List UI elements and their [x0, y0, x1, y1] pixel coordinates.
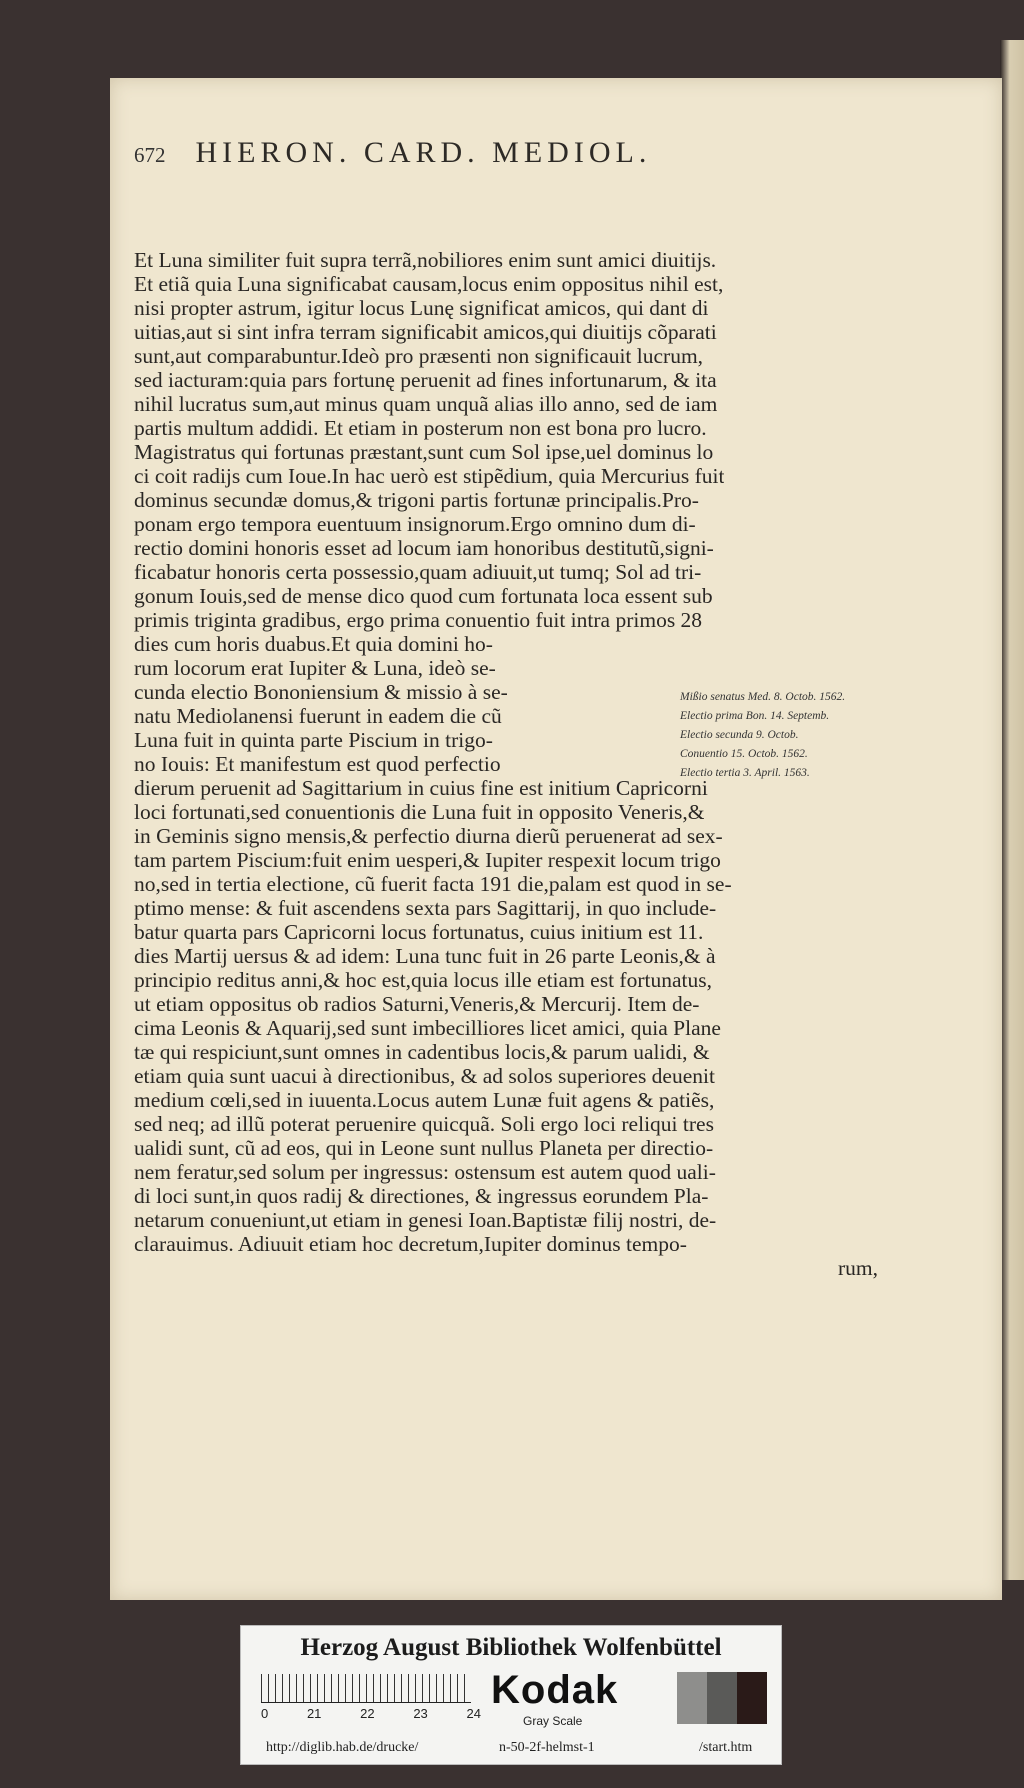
text-line: rum locorum erat Iupiter & Luna, ideò se-	[134, 656, 496, 680]
text-line: natu Mediolanensi fuerunt in eadem die cũ	[134, 704, 502, 728]
running-head: HIERON. CARD. MEDIOL.	[195, 136, 652, 169]
text-line: tæ qui respiciunt,sunt omnes in cadentibus locis,& parum ualidi, &	[134, 1040, 710, 1064]
text-line: sed neq; ad illũ poterat peruenire quicquã. Soli ergo loci reliqui tres	[134, 1112, 714, 1136]
text-line: medium cœli,sed in iuuenta.Locus autem Lunæ fuit agens & patiẽs,	[134, 1088, 715, 1112]
text-line: dies cum horis duabus.Et quia domini ho-	[134, 632, 493, 656]
page-header	[134, 136, 774, 180]
ruler-number: 0	[261, 1706, 269, 1721]
library-name: Herzog August Bibliothek Wolfenbüttel	[300, 1634, 722, 1661]
url-row	[241, 1740, 781, 1760]
text-line: tam partem Piscium:fuit enim uesperi,& Iupiter respexit locum trigo	[134, 848, 721, 872]
text-line: rum,	[838, 1256, 879, 1280]
text-line: principio reditus anni,& hoc est,quia locus ille etiam est fortunatus,	[134, 968, 712, 992]
text-line: sed iacturam:quia pars fortunę peruenit ad fines infortunarum, & ita	[134, 368, 717, 392]
margin-note: Electio tertia 3. April. 1563.	[680, 767, 810, 779]
kodak-logo: Kodak	[491, 1668, 619, 1712]
text-line: batur quarta pars Capricorni locus fortunatus, cuius initium est 11.	[134, 920, 704, 944]
color-target-card	[240, 1625, 782, 1765]
adjacent-page-edge	[1000, 40, 1024, 1580]
gray-patch-mid	[707, 1672, 737, 1724]
text-line: clarauimus. Adiuuit etiam hoc decretum,Iupiter dominus tempo-	[134, 1232, 687, 1256]
gray-scale-patches	[677, 1672, 767, 1724]
scale-ruler	[261, 1674, 471, 1703]
text-line: ptimo mense: & fuit ascendens sexta pars Sagittarij, in quo include-	[134, 896, 717, 920]
text-line: cima Leonis & Aquarij,sed sunt imbecilliores licet amici, quia Plane	[134, 1016, 721, 1040]
text-line: sunt,aut comparabuntur.Ideò pro præsenti non significauit lucrum,	[134, 344, 704, 368]
text-line: netarum conueniunt,ut etiam in genesi Ioan.Baptistæ filij nostri, de-	[134, 1208, 717, 1232]
text-line: cunda electio Bononiensium & missio à se-	[134, 680, 508, 704]
gray-scale-label: Gray Scale	[523, 1714, 583, 1728]
text-line: primis triginta gradibus, ergo prima conuentio fuit intra primos 28	[134, 608, 703, 632]
page-number: 672	[134, 143, 166, 167]
gray-patch-light	[677, 1672, 707, 1724]
text-line: no Iouis: Et manifestum est quod perfectio	[134, 752, 501, 776]
text-line: Et Luna similiter fuit supra terrã,nobiliores enim sunt amici diuitijs.	[134, 248, 717, 272]
ruler-number: 21	[306, 1706, 322, 1721]
text-line: Magistratus qui fortunas præstant,sunt cum Sol ipse,uel dominus lo	[134, 440, 714, 464]
url-prefix: http://diglib.hab.de/drucke/	[266, 1740, 419, 1755]
text-line: nisi propter astrum, igitur locus Lunę significat amicos, qui dant di	[134, 296, 709, 320]
text-line: partis multum addidi. Et etiam in posterum non est bona pro lucro.	[134, 416, 707, 440]
margin-notes	[680, 688, 930, 783]
text-line: ci coit radijs cum Ioue.In hac uerò est stipẽdium, quia Mercurius fuit	[134, 464, 725, 488]
ruler-number: 24	[466, 1706, 481, 1721]
ruler-number: 23	[413, 1706, 428, 1721]
ruler-number: 22	[360, 1706, 375, 1721]
margin-note: Mißio senatus Med. 8. Octob. 1562.	[680, 691, 846, 703]
text-line: Luna fuit in quinta parte Piscium in trigo-	[134, 728, 493, 752]
text-line: nem feratur,sed solum per ingressus: ostensum est autem quod uali-	[134, 1160, 716, 1184]
url-suffix: /start.htm	[699, 1740, 753, 1755]
ruler-numbers	[261, 1706, 481, 1721]
text-line: nihil lucratus sum,aut minus quam unquã alias illo anno, sed de iam	[134, 392, 718, 416]
text-line: ficabatur honoris certa possessio,quam adiuuit,ut tumq; Sol ad tri-	[134, 560, 702, 584]
text-line: uitias,aut si sint infra terram significabit amicos,qui diuitijs cõparati	[134, 320, 717, 344]
text-line: loci fortunati,sed conuentionis die Luna fuit in opposito Veneris,&	[134, 800, 705, 824]
text-line: ualidi sunt, cũ ad eos, qui in Leone sunt nullus Planeta per directio-	[134, 1136, 714, 1160]
text-line: dierum peruenit ad Sagittarium in cuius fine est initium Capricorni	[134, 776, 708, 800]
text-line: Et etiã quia Luna significabat causam,locus enim oppositus nihil est,	[134, 272, 724, 296]
margin-note: Electio prima Bon. 14. Septemb.	[680, 710, 830, 722]
gray-patch-dark	[737, 1672, 767, 1724]
text-line: rectio domini honoris esset ad locum iam honoribus destitutũ,signi-	[134, 536, 714, 560]
text-line: no,sed in tertia electione, cũ fuerit facta 191 die,palam est quod in se-	[134, 872, 732, 896]
text-line: ut etiam oppositus ob radios Saturni,Veneris,& Mercurij. Item de-	[134, 992, 700, 1016]
text-line: gonum Iouis,sed de mense dico quod cum fortunata loca essent sub	[134, 584, 713, 608]
url-id: n-50-2f-helmst-1	[499, 1740, 595, 1755]
text-line: dies Martij uersus & ad idem: Luna tunc fuit in 26 parte Leonis,& à	[134, 944, 716, 968]
text-line: etiam quia sunt uacui à directionibus, & ad solos superiores deuenit	[134, 1064, 715, 1088]
text-line: di loci sunt,in quos radij & directiones, & ingressus eorundem Pla-	[134, 1184, 709, 1208]
text-line: dominus secundæ domus,& trigoni partis fortunæ principalis.Pro-	[134, 488, 699, 512]
text-line: ponam ergo tempora euentuum insignorum.Ergo omnino dum di-	[134, 512, 696, 536]
margin-note: Conuentio 15. Octob. 1562.	[680, 748, 808, 760]
text-line: in Geminis signo mensis,& perfectio diurna dierũ peruenerat ad sex-	[134, 824, 723, 848]
margin-note: Electio secunda 9. Octob.	[680, 729, 799, 741]
